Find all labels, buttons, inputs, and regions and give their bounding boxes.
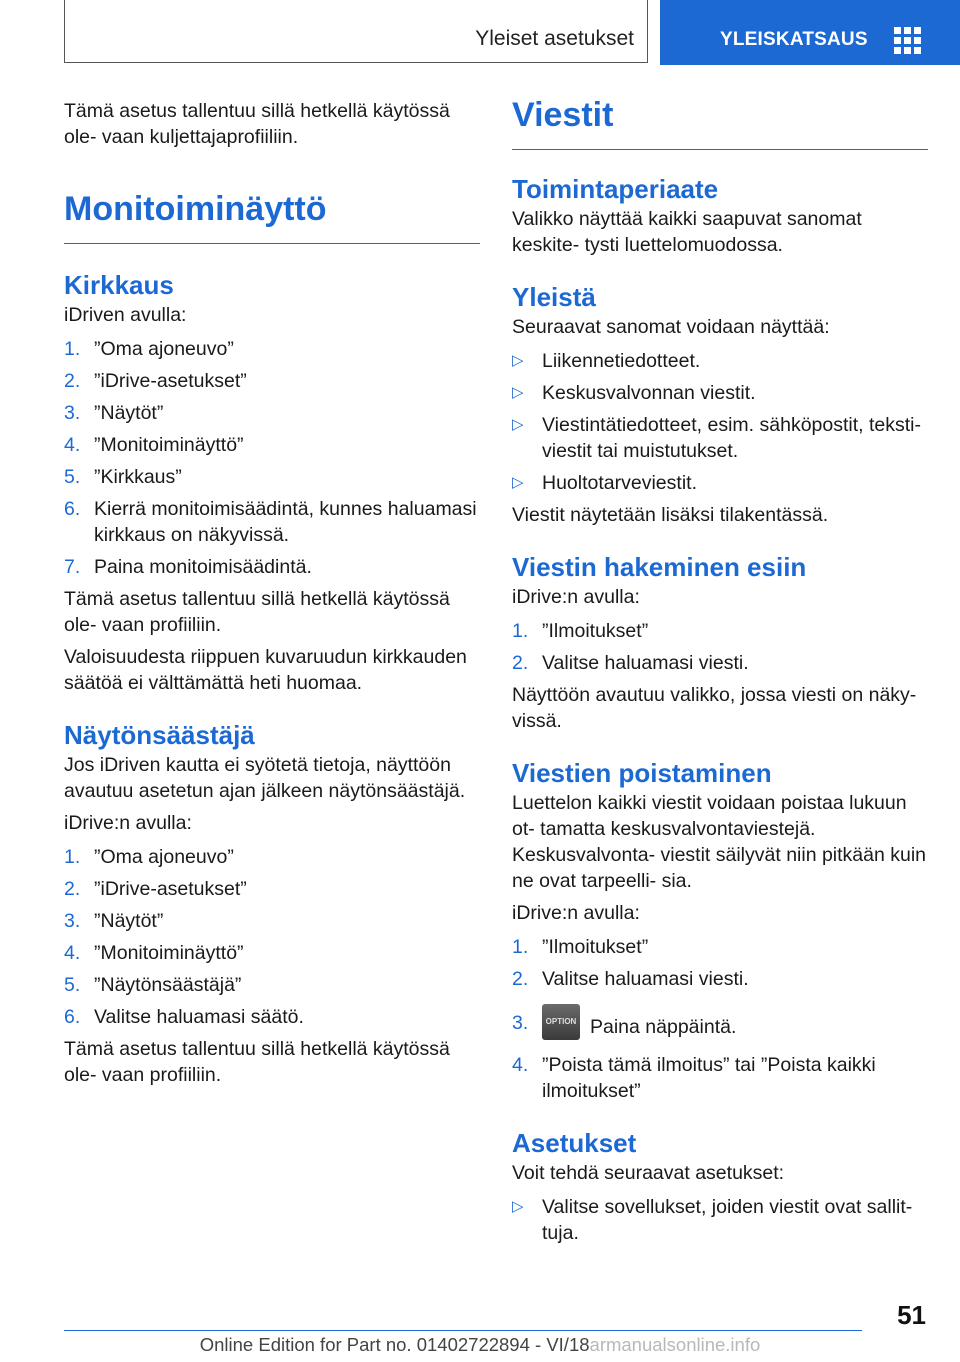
step-text: ”Näytöt” [94, 910, 164, 932]
step-number: 4. [64, 434, 81, 456]
subheading-fetch-message: Viestin hakeminen esiin [512, 552, 807, 582]
step-text: ”Oma ajoneuvo” [94, 338, 234, 360]
step-text: Valitse haluamasi viesti. [542, 652, 749, 674]
bullet-text: Keskusvalvonnan viestit. [542, 382, 756, 404]
list-item [64, 972, 480, 998]
list-item [512, 618, 928, 644]
fetch-lead: iDrive:n avulla: [512, 586, 640, 608]
step-text: ”Poista tämä ilmoitus” tai ”Poista kaikki ilmoitukset” [542, 1054, 876, 1102]
step-number: 3. [512, 1012, 529, 1034]
step-number: 1. [64, 338, 81, 360]
list-item [64, 1004, 480, 1030]
step-number: 1. [64, 846, 81, 868]
step-text: ”Monitoiminäyttö” [94, 434, 244, 456]
list-item [512, 1052, 928, 1104]
list-item [64, 400, 480, 426]
brightness-steps [64, 336, 480, 580]
brightness-note-profile: Tämä asetus tallentuu sillä hetkellä käytössä ole‐ vaan profiiliin. [64, 588, 450, 636]
step-number: 4. [64, 942, 81, 964]
step-text: ”iDrive-asetukset” [94, 370, 247, 392]
bullet-text: Valitse sovellukset, joiden viestit ovat sallit‐ tuja. [542, 1196, 913, 1244]
subheading-principle: Toimintaperiaate [512, 174, 719, 204]
brightness-lead: iDriven avulla: [64, 304, 187, 326]
triangle-bullet-icon: ▷ [512, 416, 524, 433]
header-overview-tab[interactable] [660, 0, 960, 65]
step-text: ”Monitoiminäyttö” [94, 942, 244, 964]
list-item [512, 412, 928, 464]
header-section-title: Yleiset asetukset [475, 27, 634, 50]
step-text: ”Kirkkaus” [94, 466, 182, 488]
bullet-text: Huoltotarveviestit. [542, 472, 697, 494]
step-number: 3. [64, 402, 81, 424]
settings-lead: Voit tehdä seuraavat asetukset: [512, 1162, 785, 1184]
step-text: ”Oma ajoneuvo” [94, 846, 234, 868]
step-number: 1. [512, 620, 529, 642]
step-number: 4. [512, 1054, 529, 1076]
page-number: 51 [897, 1300, 926, 1330]
list-item [512, 650, 928, 676]
step-number: 6. [64, 1006, 81, 1028]
step-number: 3. [64, 910, 81, 932]
subheading-general: Yleistä [512, 282, 596, 312]
step-number: 2. [64, 370, 81, 392]
list-item [64, 368, 480, 394]
subheading-brightness: Kirkkaus [64, 270, 174, 300]
step-text: Paina monitoimisäädintä. [94, 556, 312, 578]
watermark-text: armanualsonline.info [589, 1334, 761, 1355]
triangle-bullet-icon: ▷ [512, 352, 524, 369]
subheading-delete-messages: Viestien poistaminen [512, 758, 772, 788]
step-number: 2. [512, 968, 529, 990]
subheading-screensaver: Näytönsäästäjä [64, 720, 255, 750]
screensaver-steps [64, 844, 480, 1030]
list-item [512, 998, 928, 1046]
delete-lead: iDrive:n avulla: [512, 902, 640, 924]
step-text: ”Ilmoitukset” [542, 620, 649, 642]
general-note: Viestit näytetään lisäksi tilakentässä. [512, 504, 829, 526]
grid-icon [894, 27, 921, 54]
step-text: Kierrä monitoimisäädintä, kunnes haluamasi kirkkaus on näkyvissä. [94, 498, 477, 546]
option-button-icon: OPTION [542, 1004, 580, 1040]
list-item [512, 470, 928, 496]
screensaver-lead: iDrive:n avulla: [64, 812, 192, 834]
step-text: ”Näytönsäästäjä” [94, 974, 242, 996]
list-item [512, 934, 928, 960]
intro-paragraph: Tämä asetus tallentuu sillä hetkellä käytössä ole‐ vaan kuljettajaprofiiliin. [64, 100, 450, 148]
step-number: 5. [64, 466, 81, 488]
footer-divider [64, 1330, 862, 1331]
delete-description: Luettelon kaikki viestit voidaan poistaa lukuun ot‐ tamatta keskusvalvontaviestejä. Keskusvalvonta‐ viestit säilyvät niin pitkään kuin ne ovat tarpeelli‐ sia. [512, 792, 927, 892]
screensaver-note: Tämä asetus tallentuu sillä hetkellä käytössä ole‐ vaan profiiliin. [64, 1038, 450, 1086]
screensaver-description: Jos iDriven kautta ei syötetä tietoja, näyttöön avautuu asetetun ajan jälkeen näytönsäästäjä. [64, 754, 466, 802]
section-heading-multifunction-display: Monitoiminäyttö [64, 190, 480, 244]
general-bullets [512, 348, 928, 496]
step-text: Valitse haluamasi viesti. [542, 968, 749, 990]
general-lead: Seuraavat sanomat voidaan näyttää: [512, 316, 830, 338]
list-item [64, 432, 480, 458]
bullet-text: Liikennetiedotteet. [542, 350, 701, 372]
settings-bullets [512, 1194, 928, 1246]
list-item [64, 844, 480, 870]
header-tab-label: YLEISKATSAUS [720, 29, 868, 50]
step-number: 6. [64, 498, 81, 520]
brightness-note-ambient: Valoisuudesta riippuen kuvaruudun kirkkauden säätöä ei välttämättä heti huomaa. [64, 646, 467, 694]
list-item [64, 464, 480, 490]
left-column [64, 98, 480, 1088]
list-item [64, 554, 480, 580]
step-number: 5. [64, 974, 81, 996]
step-text: ”Näytöt” [94, 402, 164, 424]
triangle-bullet-icon: ▷ [512, 474, 524, 491]
step-text: ”Ilmoitukset” [542, 936, 649, 958]
delete-steps [512, 934, 928, 1104]
list-item [64, 908, 480, 934]
fetch-steps [512, 618, 928, 676]
step-number: 1. [512, 936, 529, 958]
step-number: 2. [64, 878, 81, 900]
step-text: ”iDrive-asetukset” [94, 878, 247, 900]
step-number: 2. [512, 652, 529, 674]
list-item [64, 940, 480, 966]
fetch-note: Näyttöön avautuu valikko, jossa viesti on näky‐ vissä. [512, 684, 917, 732]
step-text: Valitse haluamasi säätö. [94, 1006, 304, 1028]
subheading-settings: Asetukset [512, 1128, 637, 1158]
step-text: Paina näppäintä. [590, 1016, 737, 1039]
triangle-bullet-icon: ▷ [512, 1198, 524, 1215]
list-item [512, 348, 928, 374]
bullet-text: Viestintätiedotteet, esim. sähköpostit, teksti‐ viestit tai muistutukset. [542, 414, 921, 462]
principle-text: Valikko näyttää kaikki saapuvat sanomat keskite‐ tysti luettelomuodossa. [512, 208, 862, 256]
list-item [512, 966, 928, 992]
list-item [512, 1194, 928, 1246]
step-number: 7. [64, 556, 81, 578]
list-item [64, 336, 480, 362]
footer-edition [0, 1334, 960, 1356]
right-column [512, 96, 928, 1246]
triangle-bullet-icon: ▷ [512, 384, 524, 401]
list-item [64, 876, 480, 902]
list-item [512, 380, 928, 406]
list-item [64, 496, 480, 548]
edition-text: Online Edition for Part no. 01402722894 - VI/18 [199, 1334, 590, 1355]
page-header [0, 0, 960, 66]
section-heading-messages: Viestit [512, 96, 928, 150]
